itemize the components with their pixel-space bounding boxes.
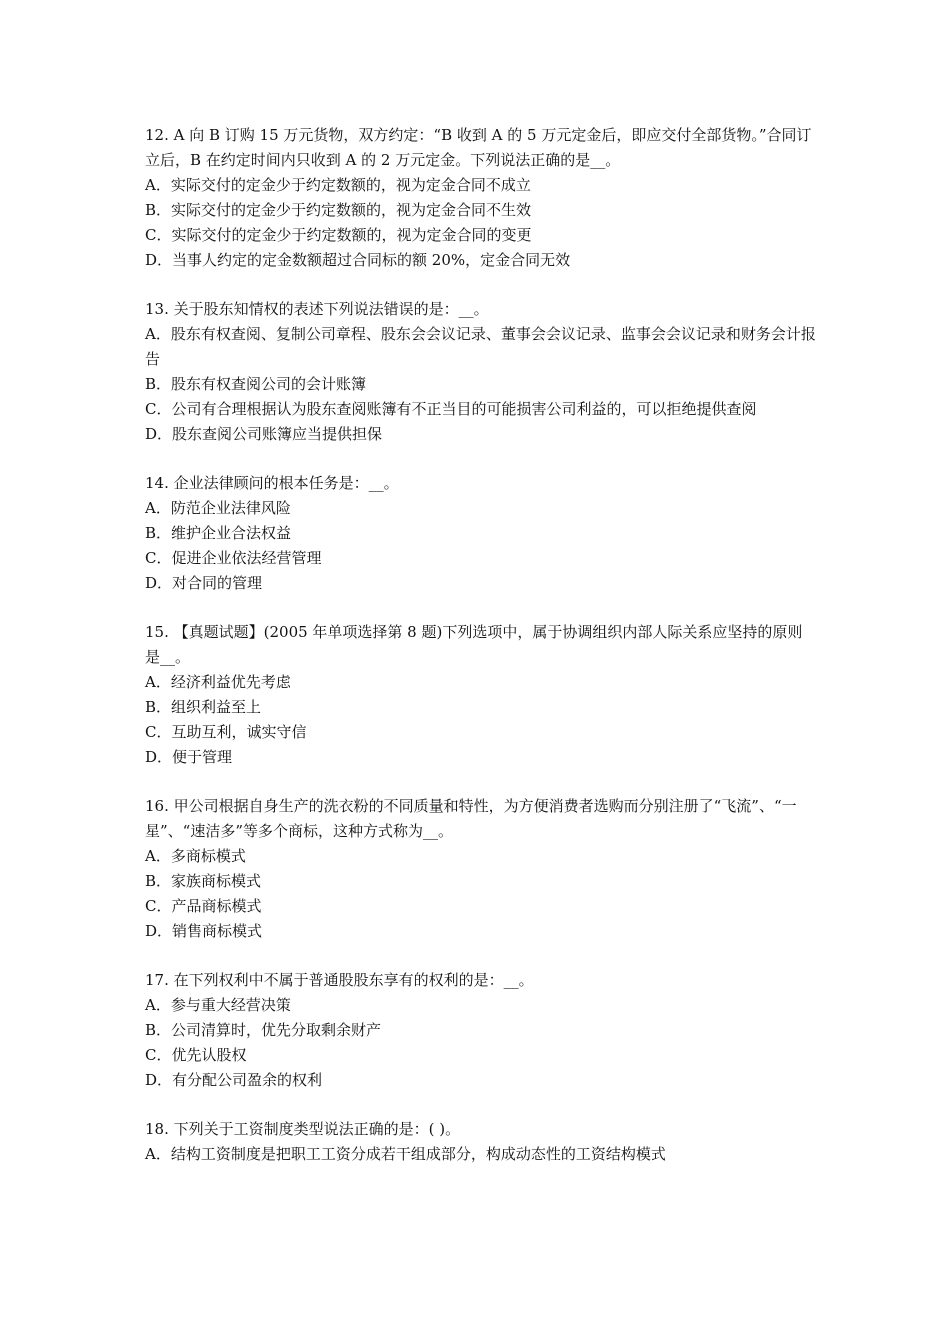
option-d: D．便于管理 bbox=[145, 748, 233, 766]
option-a: A．多商标模式 bbox=[145, 847, 246, 865]
question-stem: 17. 在下列权利中不属于普通股股东享有的权利的是：__。 bbox=[145, 971, 534, 989]
option-a: A．防范企业法律风险 bbox=[145, 499, 291, 517]
option-b: B．维护企业合法权益 bbox=[145, 524, 292, 542]
option-b: B．家族商标模式 bbox=[145, 872, 262, 890]
option-c: C．互助互利，诚实守信 bbox=[145, 723, 307, 741]
option-c: C．优先认股权 bbox=[145, 1046, 247, 1064]
option-d: D．对合同的管理 bbox=[145, 574, 263, 592]
question-12 bbox=[145, 123, 817, 273]
option-b: B．实际交付的定金少于约定数额的，视为定金合同不生效 bbox=[145, 201, 532, 219]
option-b: B．公司清算时，优先分取剩余财产 bbox=[145, 1021, 382, 1039]
option-b: B．股东有权查阅公司的会计账簿 bbox=[145, 375, 367, 393]
option-c: C．产品商标模式 bbox=[145, 897, 262, 915]
question-stem: 14. 企业法律顾问的根本任务是：__。 bbox=[145, 474, 399, 492]
option-a: A．实际交付的定金少于约定数额的，视为定金合同不成立 bbox=[145, 176, 531, 194]
question-14 bbox=[145, 471, 817, 596]
question-16 bbox=[145, 794, 817, 944]
question-stem: 13. 关于股东知情权的表述下列说法错误的是：__。 bbox=[145, 300, 489, 318]
option-c: C．公司有合理根据认为股东查阅账簿有不正当目的可能损害公司利益的，可以拒绝提供查阅 bbox=[145, 400, 757, 418]
question-15 bbox=[145, 620, 817, 770]
question-stem: 12. A 向 B 订购 15 万元货物，双方约定：“B 收到 A 的 5 万元定金后，即应交付全部货物。”合同订立后，B 在约定时间内只收到 A 的 2 万元定金。下列说法正确的是__。 bbox=[145, 126, 812, 169]
option-a: A．经济利益优先考虑 bbox=[145, 673, 291, 691]
option-c: C．实际交付的定金少于约定数额的，视为定金合同的变更 bbox=[145, 226, 532, 244]
question-list bbox=[145, 123, 817, 1191]
question-stem: 15. 【真题试题】(2005 年单项选择第 8 题)下列选项中，属于协调组织内部人际关系应坚持的原则是__。 bbox=[145, 623, 803, 666]
question-17 bbox=[145, 968, 817, 1093]
question-stem: 18. 下列关于工资制度类型说法正确的是：( )。 bbox=[145, 1120, 461, 1138]
option-a: A．结构工资制度是把职工工资分成若干组成部分，构成动态性的工资结构模式 bbox=[145, 1145, 666, 1163]
question-13 bbox=[145, 297, 817, 447]
option-d: D．股东查阅公司账簿应当提供担保 bbox=[145, 425, 383, 443]
option-b: B．组织利益至上 bbox=[145, 698, 262, 716]
option-a: A．参与重大经营决策 bbox=[145, 996, 291, 1014]
option-a: A．股东有权查阅、复制公司章程、股东会会议记录、董事会会议记录、监事会会议记录和财务会计报告 bbox=[145, 325, 816, 368]
option-d: D．有分配公司盈余的权利 bbox=[145, 1071, 323, 1089]
option-c: C．促进企业依法经营管理 bbox=[145, 549, 322, 567]
question-18 bbox=[145, 1117, 817, 1167]
question-stem: 16. 甲公司根据自身生产的洗衣粉的不同质量和特性，为方便消费者选购而分别注册了“飞流”、“一星”、“速洁多”等多个商标，这种方式称为__。 bbox=[145, 797, 797, 840]
option-d: D．销售商标模式 bbox=[145, 922, 263, 940]
option-d: D．当事人约定的定金数额超过合同标的额 20%，定金合同无效 bbox=[145, 251, 571, 269]
